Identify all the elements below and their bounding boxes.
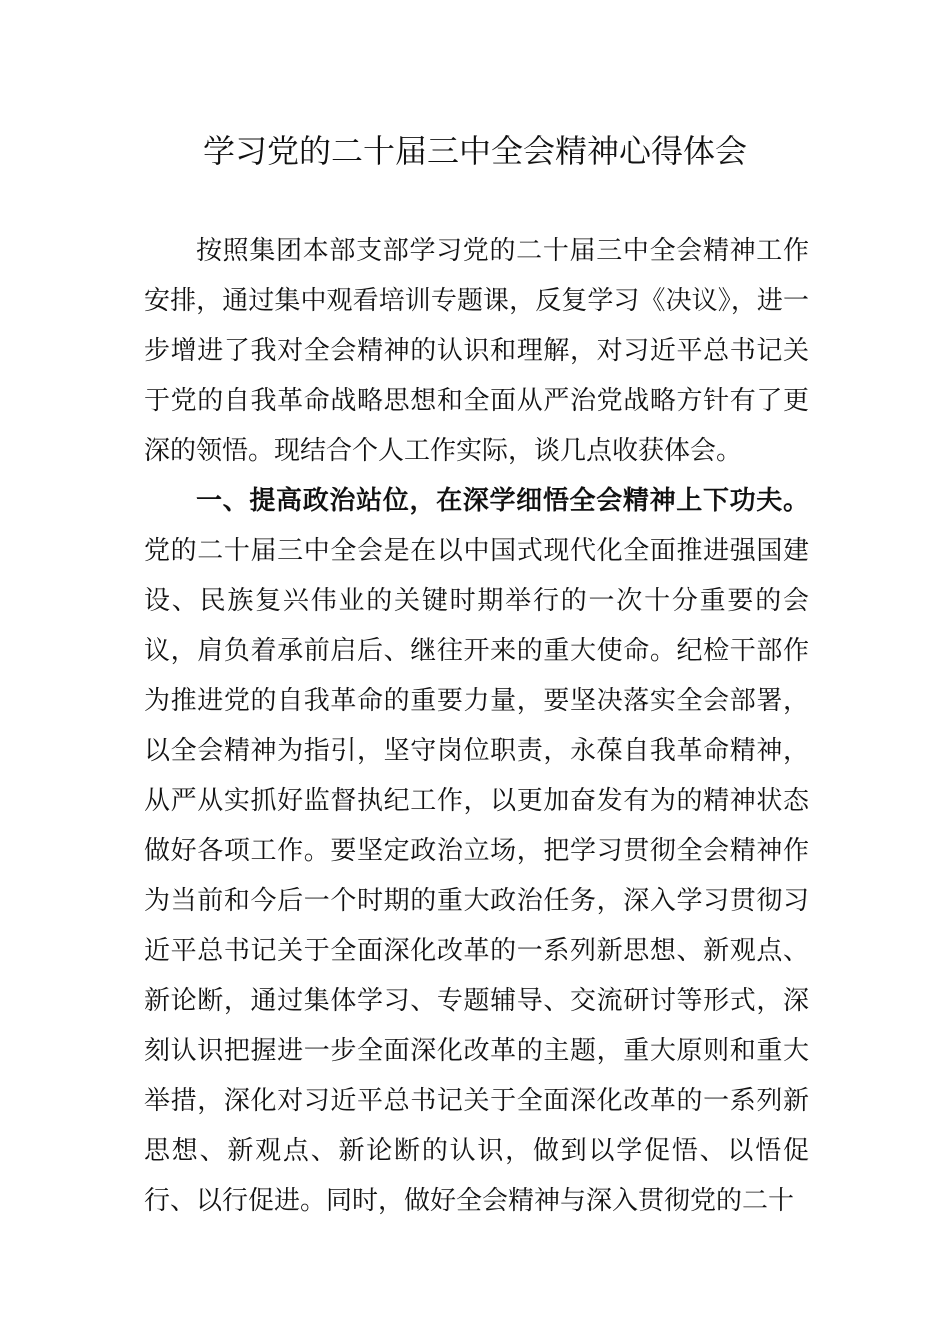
section-1-paragraph (144, 476, 809, 1226)
section-1-body: 党的二十届三中全会是在以中国式现代化全面推进强国建设、民族复兴伟业的关键时期举行的一次十分重要的会议，肩负着承前启后、继往开来的重大使命。纪检干部作为推进党的自我革命的重要力量，要坚决落实全会部署，以全会精神为指引，坚守岗位职责，永葆自我革命精神，从严从实抓好监督执纪工作，以更加奋发有为的精神状态做好各项工作。要坚定政治立场，把学习贯彻全会精神作为当前和今后一个时期的重大政治任务，深入学习贯彻习近平总书记关于全面深化改革的一系列新思想、新观点、新论断，通过集体学习、专题辅导、交流研讨等形式，深刻认识把握进一步全面深化改革的主题，重大原则和重大举措，深化对习近平总书记关于全面深化改革的一系列新思想、新观点、新论断的认识，做到以学促悟、以悟促行、以行促进。同时，做好全会精神与深入贯彻党的二十 (144, 536, 809, 1216)
document-body (144, 226, 809, 1226)
document-title: 学习党的二十届三中全会精神心得体会 (202, 132, 747, 170)
section-1-heading: 一、提高政治站位，在深学细悟全会精神上下功夫。 (196, 486, 809, 516)
intro-paragraph: 按照集团本部支部学习党的二十届三中全会精神工作安排，通过集中观看培训专题课，反复学习《决议》，进一步增进了我对全会精神的认识和理解，对习近平总书记关于党的自我革命战略思想和全面从严治党战略方针有了更深的领悟。现结合个人工作实际，谈几点收获体会。 (144, 236, 809, 466)
